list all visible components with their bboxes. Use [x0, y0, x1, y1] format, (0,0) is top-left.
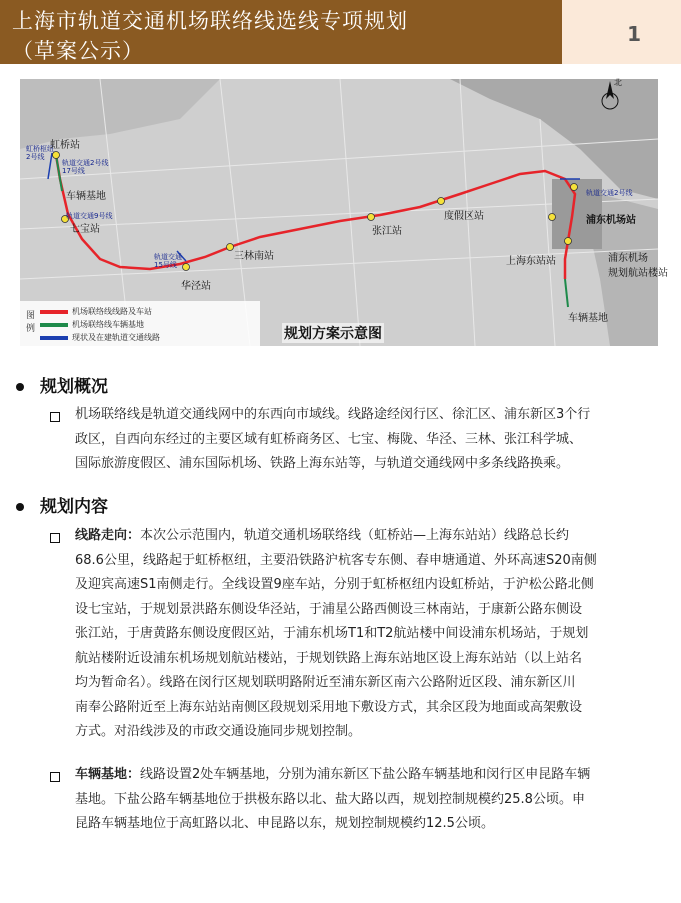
legend-item-route — [40, 306, 152, 317]
map-caption: 规划方案示意图 — [282, 323, 384, 343]
station-label-zhangjiang: 张江站 — [372, 226, 402, 237]
square-bullet — [50, 533, 60, 543]
text-line: 政区，自西向东经过的主要区域有虹桥商务区、七宝、梅陇、华泾、三林、张江科学城、 — [75, 431, 583, 447]
legend-swatch — [40, 323, 68, 327]
station-label-huajing: 华泾站 — [181, 281, 211, 292]
legend-item-existing — [40, 332, 160, 343]
square-bullet — [50, 412, 60, 422]
route-map — [20, 78, 668, 346]
transfer-label-9: 轨道交通9号线 — [66, 212, 113, 220]
route-paragraph — [75, 524, 655, 745]
section-heading-text: 规划概况 — [40, 377, 108, 397]
bullet-dot — [16, 503, 24, 511]
transfer-label-line: 轨道交通 — [154, 253, 182, 261]
station-label-depot-west: 车辆基地 — [66, 191, 106, 202]
section-heading-text: 规划内容 — [40, 497, 108, 517]
legend-swatch — [40, 310, 68, 314]
north-arrow — [600, 79, 620, 121]
page-subtitle: （草案公示） — [12, 39, 144, 63]
page-number: 1 — [627, 22, 641, 46]
station-label-line: 浦东机场 — [608, 253, 648, 264]
station-label-airport-plan — [608, 249, 668, 279]
transfer-label-line: 虹桥枢纽 — [26, 145, 54, 153]
transfer-label-line: 15号线 — [154, 261, 177, 269]
north-label: 北 — [614, 78, 622, 87]
route-lead: 线路走向： — [75, 528, 141, 543]
overview-paragraph — [75, 403, 655, 477]
text-line: 方式。对沿线涉及的市政交通设施同步规划控制。 — [75, 724, 362, 739]
text-line: 南奉公路附近至上海东站站南侧区段规划采用地下敷设方式，其余区段为地面或高架敷设 — [75, 699, 583, 715]
station-label-qibao: 七宝站 — [70, 224, 100, 235]
station-label-sanlin: 三林南站 — [234, 251, 274, 262]
square-bullet — [50, 772, 60, 782]
text-line — [75, 763, 655, 788]
station-label-pudong-airport: 浦东机场站 — [586, 215, 636, 226]
section-heading-content — [16, 492, 108, 517]
text-line: 张江站，于唐黄路东侧设度假区站，于浦东机场T1和T2航站楼中间设浦东机场站，于规划 — [75, 626, 589, 641]
page-title: 上海市轨道交通机场联络线选线专项规划 — [12, 9, 408, 33]
station-label-dujiaqu: 度假区站 — [444, 211, 484, 222]
transfer-label-line: 17号线 — [62, 167, 85, 175]
legend-key: 图例 — [26, 311, 36, 334]
transfer-label-qibao — [62, 159, 108, 175]
header — [0, 0, 681, 64]
station-label-shanghai-east: 上海东站站 — [506, 256, 556, 267]
section-heading-overview — [16, 372, 108, 397]
legend-label: 现状及在建轨道交通线路 — [72, 333, 160, 342]
text-line: 均为暂命名）。线路在闵行区规划联明路附近至浦东新区南六公路附近区段、浦东新区川 — [75, 675, 576, 690]
page-number-band — [562, 0, 681, 64]
text-line: 机场联络线是轨道交通线网中的东西向市域线。线路途经闵行区、徐汇区、浦东新区3个行 — [75, 407, 591, 422]
transfer-label-line: 轨道交通2号线 — [62, 159, 109, 167]
depot-lead: 车辆基地： — [75, 767, 141, 782]
route-first-line: 本次公示范围内，轨道交通机场联络线（虹桥站—上海东站站）线路总长约 — [140, 528, 570, 543]
legend-label: 机场联络线车辆基地 — [72, 320, 144, 329]
legend-swatch — [40, 336, 68, 340]
text-line: 航站楼附近设浦东机场规划航站楼站，于规划铁路上海东站地区设上海东站站（以上站名 — [75, 650, 583, 666]
legend-item-depot — [40, 319, 144, 330]
map-legend — [20, 301, 260, 346]
text-line — [75, 524, 655, 549]
text-line: 及迎宾高速S1南侧走行。全线设置9座车站，分别于虹桥枢纽内设虹桥站，于沪松公路北侧 — [75, 577, 594, 592]
text-line: 国际旅游度假区、浦东国际机场、铁路上海东站等，与轨道交通线网中多条线路换乘。 — [75, 456, 570, 471]
station-label-hongqiao: 虹桥站 — [50, 140, 80, 151]
bullet-dot — [16, 383, 24, 391]
text-line: 基地。下盐公路车辆基地位于拱极东路以北、盐大路以西，规划控制规模约25.8公顷。申 — [75, 791, 585, 807]
transfer-label-15 — [154, 253, 182, 269]
title-band — [0, 0, 562, 64]
depot-paragraph — [75, 763, 655, 837]
depot-first-line: 线路设置2处车辆基地，分别为浦东新区下盐公路车辆基地和闵行区申昆路车辆 — [140, 767, 591, 782]
transfer-label-line: 2号线 — [26, 153, 45, 161]
text-line: 68.6公里，线路起于虹桥枢纽，主要沿铁路沪杭客专东侧、春申塘通道、外环高速S20南侧 — [75, 552, 597, 568]
text-line: 昆路车辆基地位于高虹路以北、申昆路以东，规划控制规模约12.5公顷。 — [75, 816, 494, 831]
text-line: 设七宝站，于规划景洪路东侧设华泾站，于浦星公路西侧设三林南站，于康新公路东侧设 — [75, 601, 583, 617]
transfer-label-airport: 轨道交通2号线 — [586, 189, 633, 197]
legend-label: 机场联络线线路及车站 — [72, 307, 152, 316]
station-label-depot-east: 车辆基地 — [568, 313, 608, 324]
station-label-line: 规划航站楼站 — [608, 268, 668, 279]
